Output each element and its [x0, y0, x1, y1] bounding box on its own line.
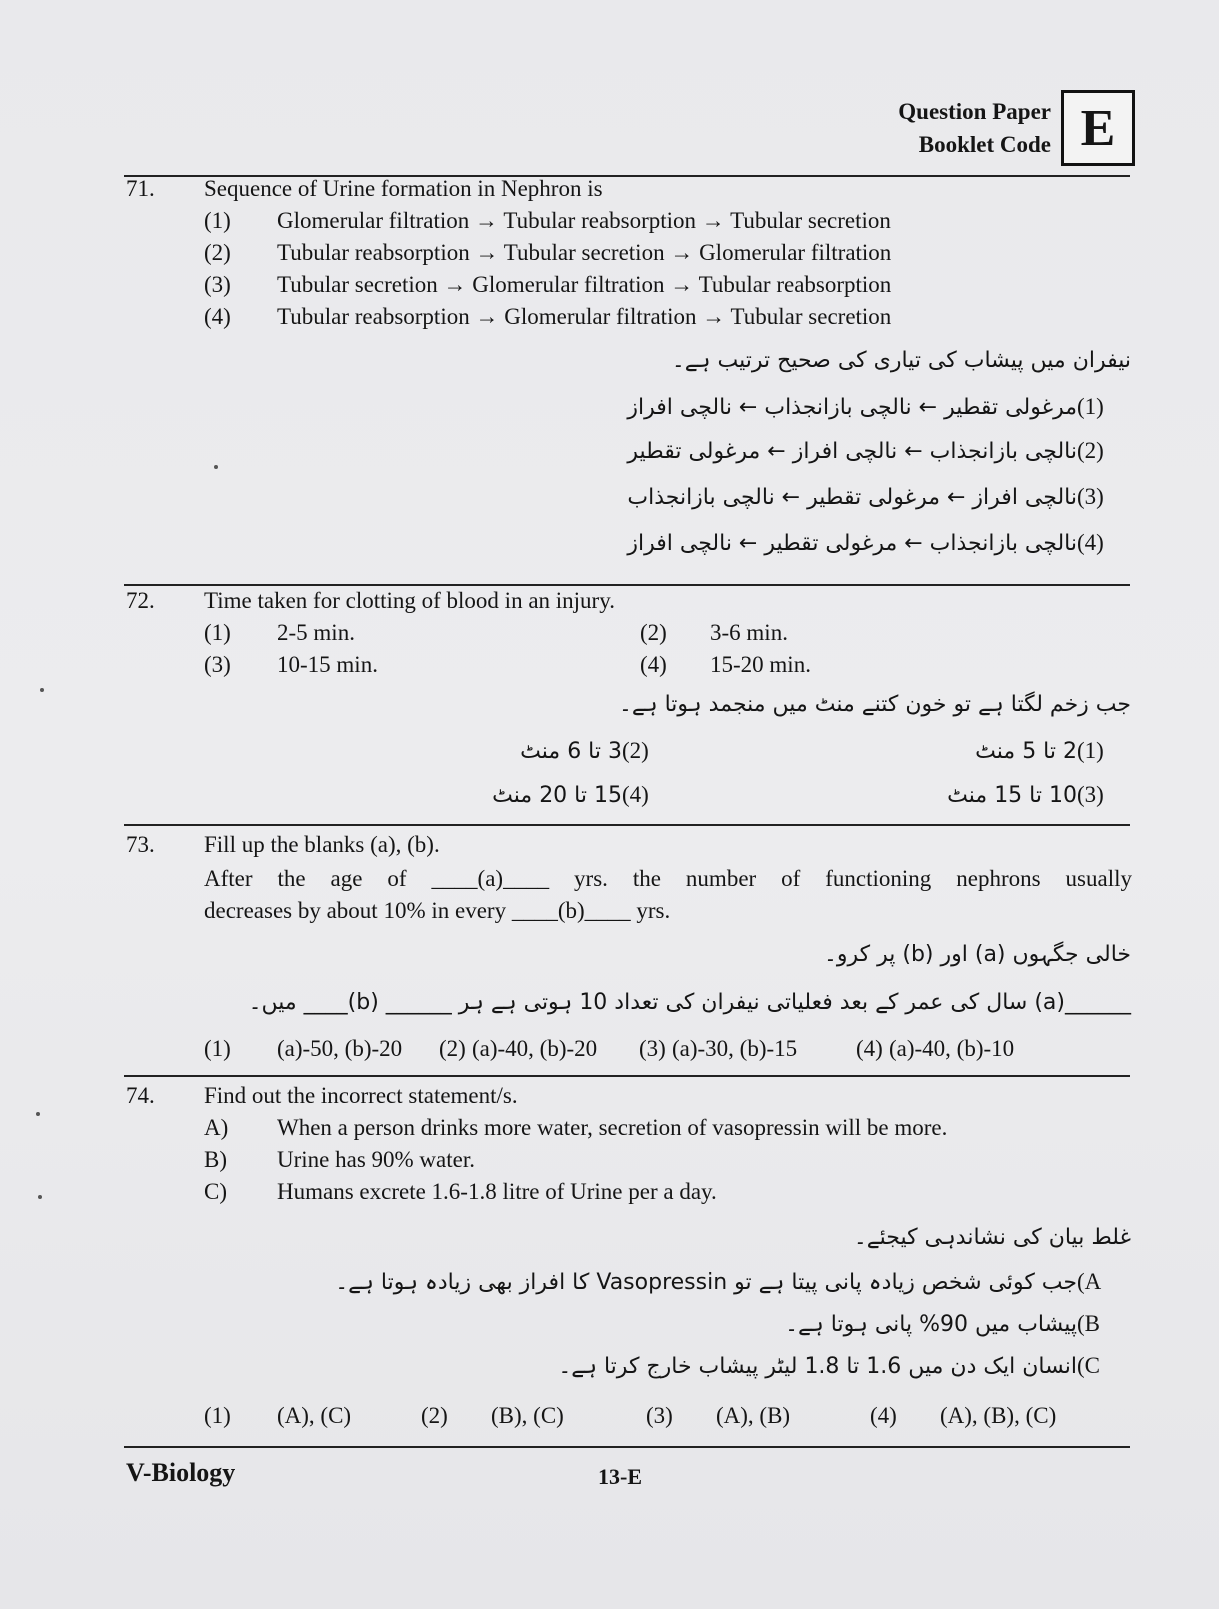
question-number: 71.	[126, 176, 155, 201]
option	[204, 240, 891, 266]
option-text: (B), (C)	[491, 1403, 564, 1428]
statement-label: (C	[1077, 1353, 1100, 1378]
divider	[124, 824, 1130, 826]
option-number: (4)	[640, 652, 667, 677]
option	[646, 1403, 790, 1429]
statement-text: When a person drinks more water, secretion of vasopressin will be more.	[277, 1115, 948, 1140]
urdu-option	[627, 438, 1131, 464]
question-text: Sequence of Urine formation in Nephron is	[204, 176, 603, 201]
option-number: (3)	[1077, 782, 1104, 807]
scan-speck	[40, 688, 44, 692]
statement-text: Urine has 90% water.	[277, 1147, 475, 1172]
option-number: (3)	[204, 272, 231, 297]
scan-speck	[214, 465, 218, 469]
option-text: 2 تا 5 منٹ	[975, 739, 1077, 764]
divider	[124, 1075, 1130, 1077]
question-line: decreases by about 10% in every ____(b)____ yrs.	[204, 898, 671, 923]
page-number: 13-E	[598, 1464, 642, 1489]
option	[204, 208, 891, 234]
option	[204, 1036, 402, 1062]
option-number: (3)	[646, 1403, 673, 1428]
option-text: Tubular secretion → Glomerular filtration → Tubular reabsorption	[277, 272, 892, 297]
option-number: (1)	[204, 1403, 231, 1428]
urdu-option	[492, 782, 676, 808]
statement-text: انسان ایک دن میں 1.6 تا 1.8 لیٹر پیشاب خارج کرتا ہے۔	[558, 1354, 1077, 1379]
urdu-option	[947, 782, 1131, 808]
option-text: 15-20 min.	[710, 652, 811, 677]
statement	[204, 1179, 717, 1205]
option-number: (4)	[870, 1403, 897, 1428]
question-number: 72.	[126, 588, 155, 613]
urdu-question-text: نیفران میں پیشاب کی تیاری کی صحیح ترتیب ہے۔	[671, 348, 1131, 373]
option-text: نالچی افراز ← مرغولی تقطیر ← نالچی بازانجذاب	[627, 485, 1077, 510]
option-number: (2)	[421, 1403, 448, 1428]
divider	[124, 1446, 1130, 1448]
option-number: (3)	[204, 652, 231, 677]
statement-label: (B	[1077, 1311, 1100, 1336]
option	[421, 1403, 564, 1429]
option-number: (1)	[204, 208, 231, 233]
option	[204, 1403, 351, 1429]
statement-label: (A	[1077, 1269, 1102, 1294]
option-text: Glomerular filtration → Tubular reabsorption → Tubular secretion	[277, 208, 891, 233]
question-74	[126, 1083, 1131, 1443]
option	[204, 304, 891, 330]
option-number: (4)	[622, 782, 649, 807]
option-number: (2)	[640, 620, 667, 645]
option-number: (1)	[204, 620, 231, 645]
booklet-code-box: E	[1061, 90, 1135, 166]
option-text: نالچی بازانجذاب ← مرغولی تقطیر ← نالچی افراز	[627, 531, 1077, 556]
statement-label: B)	[204, 1147, 227, 1172]
subject-label: V-Biology	[126, 1458, 236, 1487]
urdu-statement	[335, 1269, 1131, 1295]
option-number: (2)	[1077, 438, 1104, 463]
option-number: (2)	[622, 738, 649, 763]
statement	[204, 1147, 475, 1173]
option-number: (1)	[1077, 394, 1104, 419]
option-text: 10-15 min.	[277, 652, 378, 677]
option-text: (a)-40, (b)-10	[889, 1036, 1015, 1061]
option-text: نالچی بازانجذاب ← نالچی افراز ← مرغولی تقطیر	[627, 439, 1077, 464]
option-number: (1)	[204, 1036, 231, 1061]
option	[204, 620, 355, 646]
option	[204, 652, 378, 678]
booklet-code-label	[898, 95, 1051, 161]
option-text: Tubular reabsorption → Glomerular filtration → Tubular secretion	[277, 304, 892, 329]
statement-text: Humans excrete 1.6-1.8 litre of Urine per a day.	[277, 1179, 717, 1204]
option-text: 2-5 min.	[277, 620, 355, 645]
question-text: Fill up the blanks (a), (b).	[204, 832, 440, 857]
option-text: مرغولی تقطیر ← نالچی بازانجذاب ← نالچی افراز	[627, 395, 1077, 420]
scan-speck	[36, 1112, 40, 1116]
statement-label: A)	[204, 1115, 229, 1140]
option-text: (a)-30, (b)-15	[672, 1036, 798, 1061]
option-number: (1)	[1077, 738, 1104, 763]
urdu-option	[627, 530, 1131, 556]
question-text: Time taken for clotting of blood in an injury.	[204, 588, 615, 613]
option	[870, 1403, 1056, 1429]
option-text: (A), (B), (C)	[940, 1403, 1057, 1428]
option-text: (a)-50, (b)-20	[277, 1036, 403, 1061]
urdu-statement	[558, 1353, 1131, 1379]
urdu-question-text: خالی جگہوں (a) اور (b) پر کرو۔	[823, 942, 1131, 967]
option	[640, 620, 788, 646]
option	[639, 1036, 797, 1062]
option-text: 3-6 min.	[710, 620, 788, 645]
option	[439, 1036, 597, 1062]
option-number: (4)	[204, 304, 231, 329]
header-line-1: Question Paper	[898, 99, 1051, 124]
question-text: Find out the incorrect statement/s.	[204, 1083, 518, 1108]
option	[204, 272, 891, 298]
option-text: 15 تا 20 منٹ	[492, 783, 622, 808]
option-text: (A), (C)	[277, 1403, 352, 1428]
option-number: (3)	[1077, 484, 1104, 509]
statement	[204, 1115, 947, 1141]
urdu-statement	[785, 1311, 1131, 1337]
option-number: (2)	[439, 1036, 466, 1061]
urdu-option	[627, 484, 1131, 510]
option-number: (3)	[639, 1036, 666, 1061]
question-73	[126, 832, 1131, 1072]
option	[856, 1036, 1014, 1062]
question-71	[126, 176, 1131, 574]
option-text: (a)-40, (b)-20	[472, 1036, 598, 1061]
urdu-option	[627, 394, 1131, 420]
divider	[124, 584, 1130, 586]
header-line-2: Booklet Code	[918, 132, 1051, 157]
question-number: 73.	[126, 832, 155, 857]
question-72	[126, 588, 1131, 818]
scan-speck	[38, 1195, 42, 1199]
urdu-question-line: ______(a) سال کی عمر کے بعد فعلیاتی نیفران کی تعداد 10 ہوتی ہے ہر ______ (b)____ میں۔	[248, 990, 1131, 1015]
urdu-question-text: جب زخم لگتا ہے تو خون کتنے منٹ میں منجمد ہوتا ہے۔	[618, 692, 1131, 717]
option	[640, 652, 811, 678]
option-number: (2)	[204, 240, 231, 265]
statement-text: پیشاب میں 90% پانی ہوتا ہے۔	[785, 1312, 1077, 1337]
option-number: (4)	[1077, 530, 1104, 555]
statement-label: C)	[204, 1179, 227, 1204]
urdu-option	[975, 738, 1131, 764]
option-number: (4)	[856, 1036, 883, 1061]
booklet-code-header	[898, 90, 1135, 166]
option-text: 3 تا 6 منٹ	[520, 739, 622, 764]
statement-text: جب کوئی شخص زیادہ پانی پیتا ہے تو Vasopressin کا افراز بھی زیادہ ہوتا ہے۔	[335, 1270, 1077, 1295]
option-text: (A), (B)	[716, 1403, 791, 1428]
urdu-question-text: غلط بیان کی نشاندہی کیجئے۔	[853, 1225, 1131, 1250]
option-text: Tubular reabsorption → Tubular secretion → Glomerular filtration	[277, 240, 892, 265]
option-text: 10 تا 15 منٹ	[947, 783, 1077, 808]
question-line: After the age of ____(a)____ yrs. the number of functioning nephrons usually	[204, 866, 1132, 891]
urdu-option	[520, 738, 676, 764]
question-number: 74.	[126, 1083, 155, 1108]
